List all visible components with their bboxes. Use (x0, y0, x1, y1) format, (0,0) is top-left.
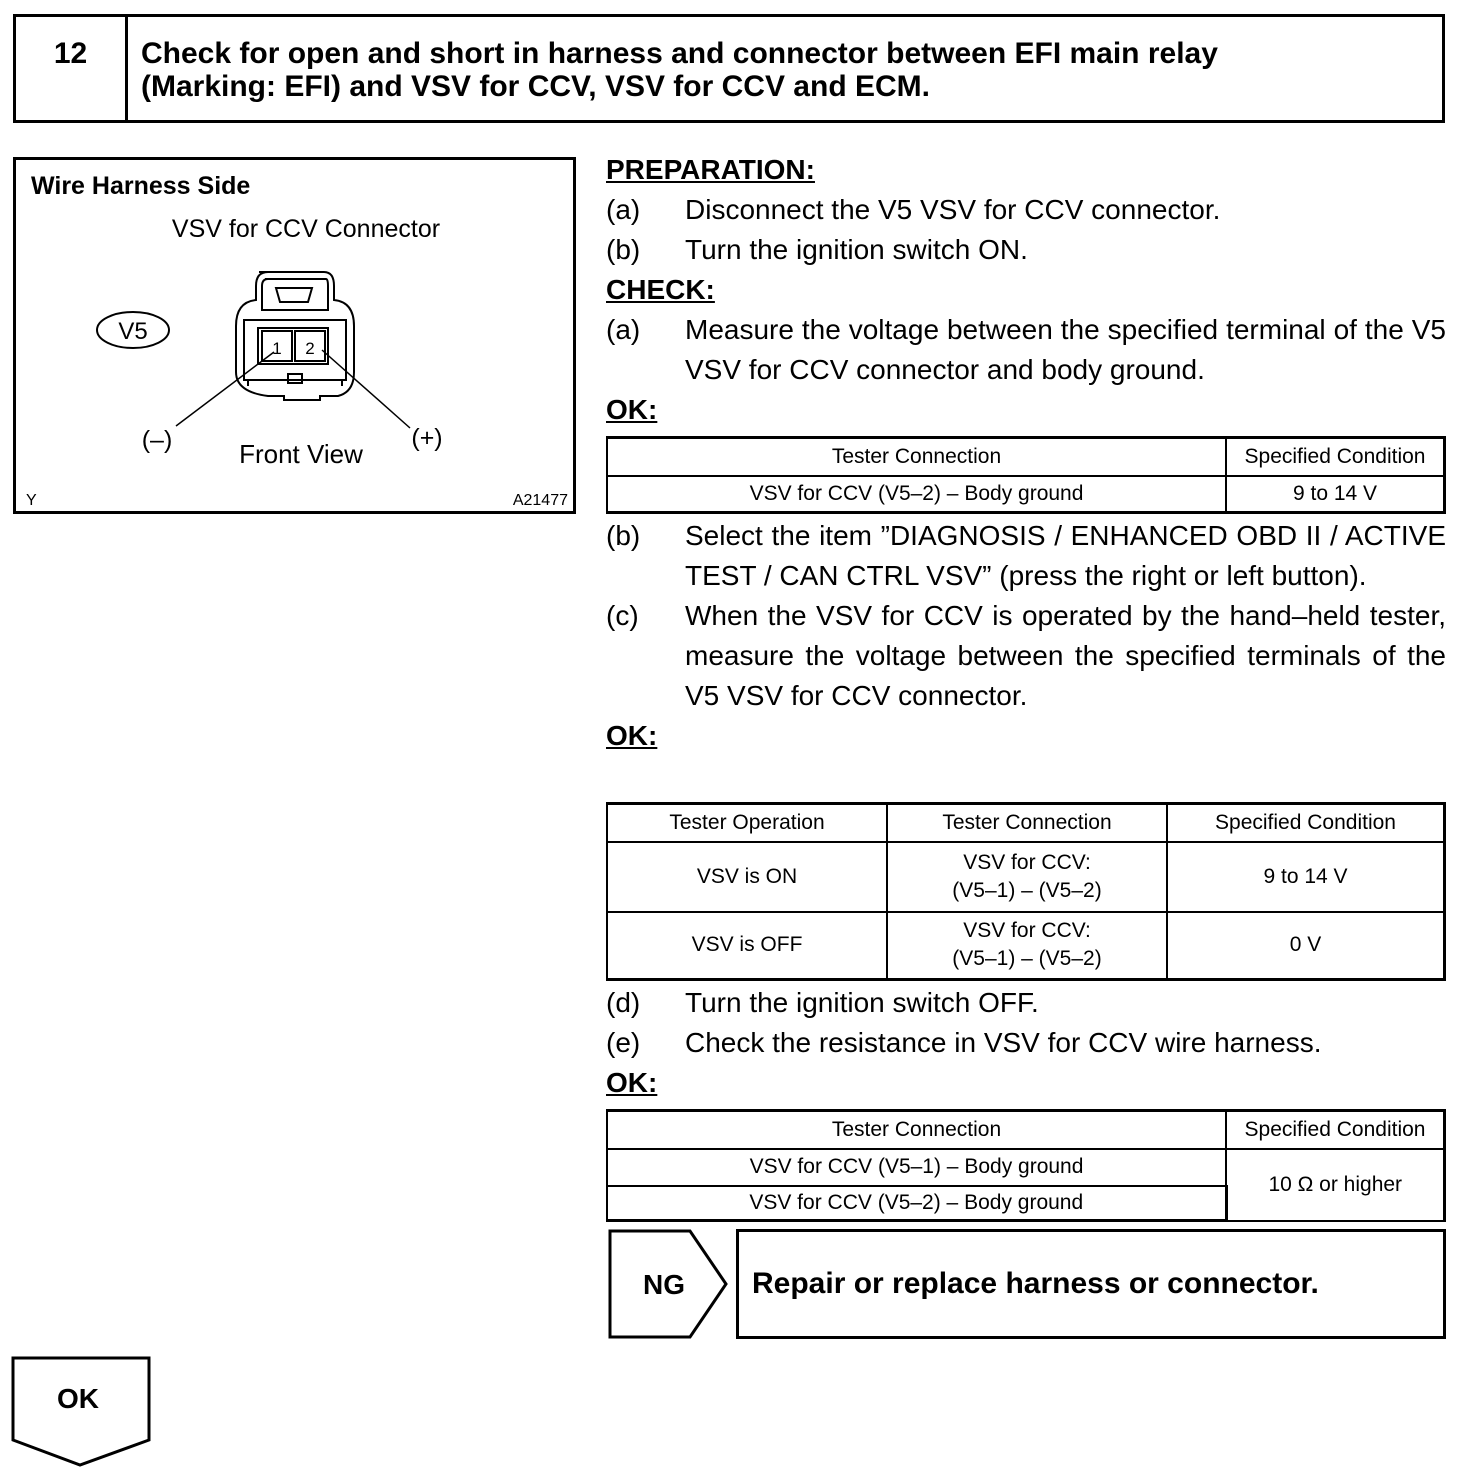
table-cell: VSV for CCV (V5–2) – Body ground (607, 476, 1226, 513)
step-number: 12 (16, 17, 128, 120)
table-cell: 0 V (1167, 912, 1445, 980)
item-text: Turn the ignition switch OFF. (685, 987, 1039, 1018)
table-row (607, 842, 1445, 912)
minus-leader-line (176, 352, 274, 426)
table-header: Tester Connection (887, 804, 1167, 842)
table-cell: VSV is ON (607, 842, 887, 912)
spec-table-3 (606, 1109, 1446, 1222)
table-cell: 9 to 14 V (1167, 842, 1445, 912)
spec-table-2 (606, 802, 1446, 981)
plus-leader-line (322, 350, 410, 428)
check-heading: CHECK: (606, 274, 715, 305)
table-header: Specified Condition (1167, 804, 1445, 842)
list-item (606, 983, 1446, 1023)
table-header: Specified Condition (1226, 438, 1445, 476)
item-text: Disconnect the V5 VSV for CCV connector. (685, 194, 1221, 225)
cell-line: (V5–1) – (V5–2) (952, 878, 1102, 902)
item-text: Turn the ignition switch ON. (685, 234, 1028, 265)
connector-icon (236, 272, 354, 400)
figure-id: A21477 (512, 492, 568, 509)
preparation-heading: PREPARATION: (606, 154, 815, 185)
table-cell: 10 Ω or higher (1226, 1149, 1445, 1221)
ok-arrow-label: OK (57, 1383, 99, 1414)
item-text: When the VSV for CCV is operated by the hand–held tester, measure the voltage between the specified terminals of the V5 VSV for CCV connector. (685, 600, 1446, 711)
list-item (606, 230, 1446, 270)
item-label: (e) (606, 1027, 641, 1058)
item-text: Select the item ”DIAGNOSIS / ENHANCED OBD II / ACTIVE TEST / CAN CTRL VSV” (press the right or left button). (685, 520, 1446, 591)
ok-arrow-icon (10, 1355, 152, 1469)
pin-2-label: 2 (305, 339, 315, 358)
figure-corner-letter: Y (26, 492, 37, 509)
ok-heading: OK: (606, 1067, 658, 1098)
check-section-2 (606, 516, 1446, 756)
item-label: (d) (606, 987, 641, 1018)
table-cell: VSV for CCV (V5–1) – Body ground (607, 1149, 1226, 1186)
ng-arrow-icon (606, 1228, 732, 1340)
spec-table-1 (606, 436, 1446, 514)
item-label: (c) (606, 600, 639, 631)
connector-figure (13, 157, 576, 514)
table-header: Specified Condition (1226, 1111, 1445, 1149)
list-item (606, 310, 1446, 390)
table-row (607, 476, 1445, 513)
table-cell: VSV for CCV (V5–2) – Body ground (607, 1186, 1226, 1221)
item-text: Measure the voltage between the specified terminal of the V5 VSV for CCV connector and body ground. (685, 314, 1446, 385)
table-row (607, 1149, 1445, 1186)
step-title-line-1: Check for open and short in harness and connector between EFI main relay (141, 37, 1218, 70)
step-title-line-2: (Marking: EFI) and VSV for CCV, VSV for CCV and ECM. (141, 70, 930, 103)
item-label: (b) (606, 234, 641, 265)
ng-label: NG (643, 1269, 685, 1300)
wire-harness-side-label: Wire Harness Side (31, 172, 251, 200)
preparation-section (606, 150, 1446, 430)
step-header (13, 14, 1445, 123)
table-cell: VSV is OFF (607, 912, 887, 980)
table-header: Tester Connection (607, 1111, 1226, 1149)
cell-line: VSV for CCV: (963, 850, 1091, 874)
list-item (606, 596, 1446, 716)
cell-line: (V5–1) – (V5–2) (952, 947, 1102, 971)
connector-name-label: VSV for CCV Connector (171, 215, 441, 243)
ok-heading: OK: (606, 394, 658, 425)
table-header: Tester Connection (607, 438, 1226, 476)
table-cell (887, 842, 1167, 912)
list-item (606, 1023, 1446, 1063)
item-text: Check the resistance in VSV for CCV wire harness. (685, 1027, 1322, 1058)
step-title (128, 17, 1442, 120)
cell-line: VSV for CCV: (963, 919, 1091, 943)
item-label: (b) (606, 520, 641, 551)
ok-heading: OK: (606, 720, 658, 751)
connector-diagram (16, 160, 573, 511)
ng-action-box (736, 1229, 1446, 1339)
list-item (606, 516, 1446, 596)
ng-action-text: Repair or replace harness or connector. (752, 1267, 1319, 1300)
table-cell (887, 912, 1167, 980)
table-cell: 9 to 14 V (1226, 476, 1445, 513)
plus-terminal-label: (+) (411, 424, 443, 452)
list-item (606, 190, 1446, 230)
item-label: (a) (606, 314, 641, 345)
front-view-label: Front View (239, 439, 363, 469)
minus-terminal-label: (–) (141, 426, 173, 454)
check-section-3 (606, 983, 1446, 1103)
item-label: (a) (606, 194, 641, 225)
pin-1-label: 1 (272, 339, 282, 358)
connector-code-label: V5 (118, 318, 148, 345)
table-header: Tester Operation (607, 804, 887, 842)
table-row (607, 912, 1445, 980)
